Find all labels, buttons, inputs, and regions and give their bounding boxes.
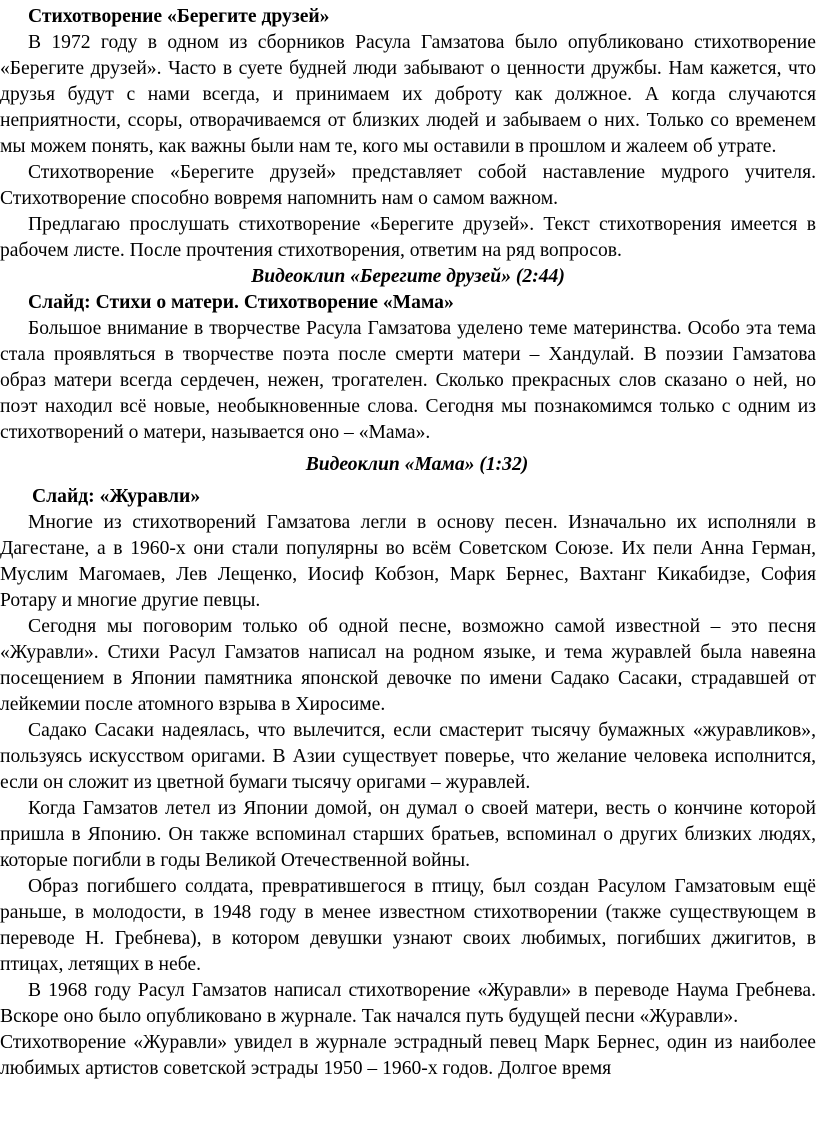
paragraph: Многие из стихотворений Гамзатова легли в основу песен. Изначально их исполняли в Дагестане, а в 1960-х они стали популярны во всём Советском Союзе. Их пели Анна Герман, Муслим Магомаев, Лев Лещенко, Иосиф Кобзон, Марк Бернес, Вахтанг Кикабидзе, София Ротару и многие другие певцы. <box>0 512 816 611</box>
paragraph: В 1968 году Расул Гамзатов написал стихотворение «Журавли» в переводе Наума Гребнева. Вскоре оно было опубликовано в журнале. Так начался путь будущей песни «Журавли». <box>0 980 816 1027</box>
paragraph: В 1972 году в одном из сборников Расула Гамзатова было опубликовано стихотворение «Берегите друзей». Часто в суете будней люди забывают о ценности дружбы. Нам кажется, что друзья будут с нами всегда, и принимаем их доброту как должное. А когда случаются неприятности, ссоры, отворачиваемся от близких людей и забываем о них. Только со временем мы можем понять, как важны были нам те, кого мы оставили в прошлом и жалеем об утрате. <box>0 32 816 157</box>
paragraph: Когда Гамзатов летел из Японии домой, он думал о своей матери, весть о кончине которой пришла в Японию. Он также вспоминал старших братьев, вспоминал о других близких людях, которые погибли в годы Великой Отечественной войны. <box>0 798 816 871</box>
paragraph: Предлагаю прослушать стихотворение «Берегите друзей». Текст стихотворения имеется в рабочем листе. После прочтения стихотворения, ответим на ряд вопросов. <box>0 214 816 261</box>
section-heading-friends: Стихотворение «Берегите друзей» <box>28 6 330 27</box>
paragraph-last: Стихотворение «Журавли» увидел в журнале эстрадный певец Марк Бернес, один из наиболее любимых артистов советской эстрады 1950 – 1960-х годов. Долгое время <box>0 1032 816 1079</box>
video-caption-mama: Видеоклип «Мама» (1:32) <box>305 454 529 475</box>
video-caption-friends: Видеоклип «Берегите друзей» (2:44) <box>251 266 565 287</box>
paragraph: Сегодня мы поговорим только об одной песне, возможно самой известной – это песня «Журавли». Стихи Расул Гамзатов написал на родном языке, и тема журавлей была навеяна посещением в Японии памятника японской девочке по имени Садако Сасаки, страдавшей от лейкемии после атомного взрыва в Хиросиме. <box>0 616 816 715</box>
paragraph: Садако Сасаки надеялась, что вылечится, если смастерит тысячу бумажных «журавликов», пользуясь искусством оригами. В Азии существует поверье, что желание человека исполнится, если он сложит из цветной бумаги тысячу оригами – журавлей. <box>0 720 816 793</box>
paragraph: Образ погибшего солдата, превратившегося в птицу, был создан Расулом Гамзатовым ещё раньше, в молодости, в 1948 году в менее известном стихотворении (также существующем в переводе Н. Гребнева), в котором девушки узнают своих любимых, погибших джигитов, в птицах, летящих в небе. <box>0 876 816 975</box>
section-heading-cranes: Слайд: «Журавли» <box>32 486 201 507</box>
paragraph: Стихотворение «Берегите друзей» представляет собой наставление мудрого учителя. Стихотворение способно вовремя напомнить нам о самом важном. <box>0 162 816 209</box>
paragraph: Большое внимание в творчестве Расула Гамзатова уделено теме материнства. Особо эта тема стала проявляться в творчестве поэта после смерти матери – Хандулай. В поэзии Гамзатова образ матери всегда сердечен, нежен, трогателен. Сколько прекрасных слов сказано о ней, но поэт находил всё новые, необыкновенные слова. Сегодня мы познакомимся только с одним из стихотворений о матери, называется оно – «Мама». <box>0 318 816 443</box>
section-heading-mother: Слайд: Стихи о матери. Стихотворение «Мама» <box>28 292 454 313</box>
